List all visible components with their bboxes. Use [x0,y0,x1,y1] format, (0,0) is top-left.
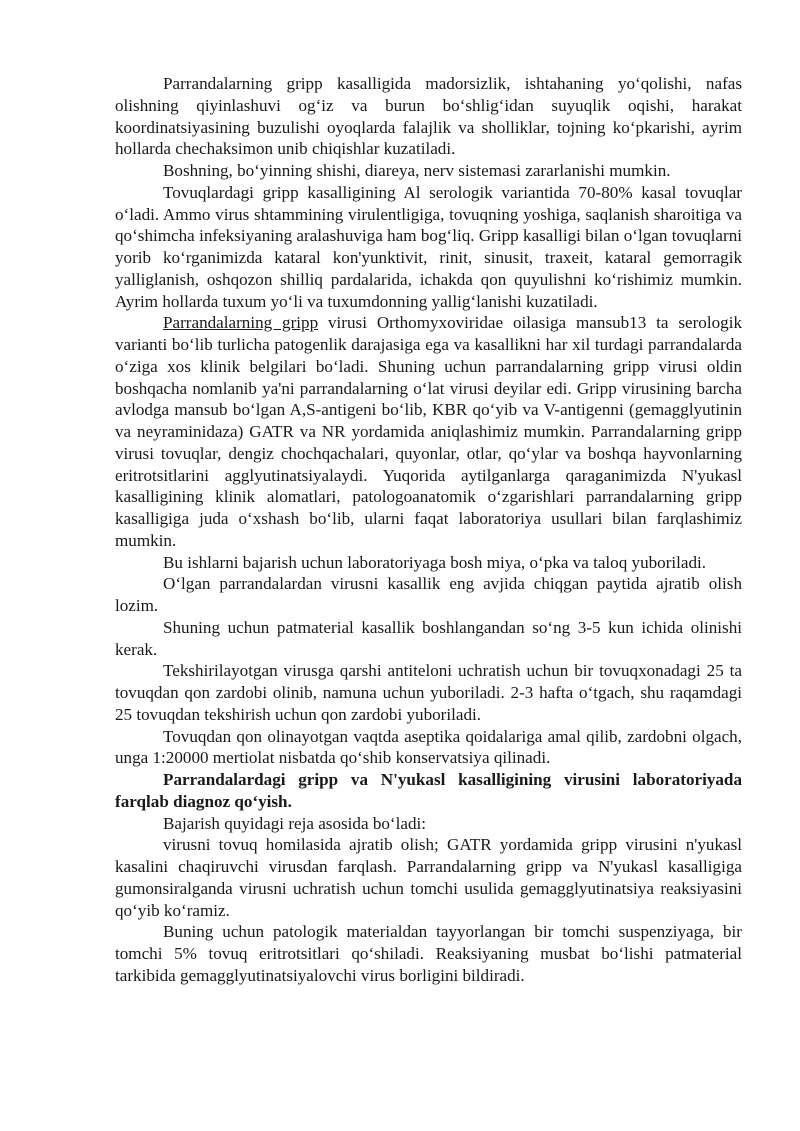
paragraph-conservation: Tovuqdan qon olinayotgan vaqtda aseptika qoidalariga amal qilib, zardobni olgach, unga 1:20000 mertiolat nisbatda qo‘shib konservatsiya qilinadi. [115,726,742,768]
paragraph-symptoms: Parrandalarning gripp kasalligida madorsizlik, ishtahaning yo‘qolishi, nafas olishning qiyinlashuvi og‘iz va burun bo‘shlig‘idan suyuqlik oqishi, harakat koordinatsiyasining buzulishi oyoqlarda falajlik va sholliklar, tojning ko‘pkarishi, ayrim hollarda chechaksimon unib chiqishlar kuzatiladi. [115,74,742,159]
section-heading: Parrandalardagi gripp va N'yukasl kasalligining virusini laboratoriyada farqlab diagnoz qo‘yish. [115,770,742,811]
paragraph-serum-sampling: Tekshirilayotgan virusga qarshi antiteloni uchratish uchun bir tovuqxonadagi 25 ta tovuqdan qon zardobi olinib, namuna uchun yuboriladi. 2-3 hafta o‘tgach, shu raqamdagi 25 tovuqdan tekshirish uchun qon zardobi yuboriladi. [115,661,742,724]
paragraph-mortality: Tovuqlardagi gripp kasalligining Al serologik variantida 70-80% kasal tovuqlar o‘ladi. Ammo virus shtammining virulentligiga, tovuqning yoshiga, saqlanish sharoitiga va qo‘shimcha infeksiyaning aralashuviga ham bog‘liq. Gripp kasalligi bilan o‘lgan tovuqlarni yorib ko‘rganimizda kataral kon'yunktivit, rinit, sinusit, traxeit, kataral gemorragik yalliglanish, oshqozon shilliq pardalarida, ichakda qon quyulishni ko‘rishimiz mumkin. Ayrim hollarda tuxum yo‘li va tuxumdonning yallig‘lanishi kuzatiladi. [115,182,742,311]
paragraph-lab-samples: Bu ishlarni bajarish uchun laboratoriyaga bosh miya, o‘pka va taloq yuboriladi. [163,552,707,572]
underlined-term: Parrandalarning gripp [163,313,319,333]
paragraph-patmaterial: Shuning uchun patmaterial kasallik boshlangandan so‘ng 3-5 kun ichida olinishi kerak. [115,617,742,659]
paragraph-plan-steps: virusni tovuq homilasida ajratib olish; GATR yordamida gripp virusini n'yukasl kasalini chaqiruvchi virusdan farqlash. Parrandalarning gripp va N'yukasl kasalligiga gumonsiralganda virusni uchratish uchun tomchi usulida gemagglyutinatsiya reaksiyasini qo‘yib ko‘ramiz. [115,835,742,920]
paragraph-virus-description [115,312,742,551]
paragraph-swelling: Boshning, bo‘yinning shishi, diareya, nerv sistemasi zararlanishi mumkin. [163,161,671,180]
paragraph-text: virusi Orthomyxoviridae oilasiga mansub13 ta serologik varianti bo‘lib turlicha patogenlik darajasiga ega va kasallikni har xil turdagi parrandalarda o‘ziga xos klinik belgilari bo‘ladi. Shuning uchun parrandalarning gripp virusi oldin boshqacha nomlanib ya'ni parrandalarning o‘lat virusi deyilar edi. Gripp virusining barcha avlodga mansub bo‘lgan A,S-antigeni bo‘lib, KBR qo‘yib va V-antigenni (gemagglyutinin va neyraminidaza) GATR va NR yordamida aniqlashimiz mumkin. Parrandalarning gripp virusi tovuqlar, dengiz chochqachalari, quyonlar, otlar, qo‘ylar va boshqa hayvonlarning eritrotsitlarini agglyutinatsiyalaydi. Yuqorida aytilganlarga qaraganimizda N'yukasl kasalligining klinik alomatlari, patologoanatomik o‘zgarishlari parrandalarning gripp kasalligiga juda o‘xshash bo‘lib, ularni faqat laboratoriya usullari bilan farqlashimiz mumkin. [115,313,742,550]
paragraph-reaction: Buning uchun patologik materialdan tayyorlangan bir tomchi suspenziyaga, bir tomchi 5% tovuq eritrotsitlari qo‘shiladi. Reaksiyaning musbat bo‘lishi patmaterial tarkibida gemagglyutinatsiyalovchi virus borligini bildiradi. [115,922,742,985]
paragraph-plan-intro: Bajarish quyidagi reja asosida bo‘ladi: [163,813,426,833]
document-page [115,73,742,987]
paragraph-isolation-timing: O‘lgan parrandalardan virusni kasallik eng avjida chiqgan paytida ajratib olish lozim. [115,574,742,615]
